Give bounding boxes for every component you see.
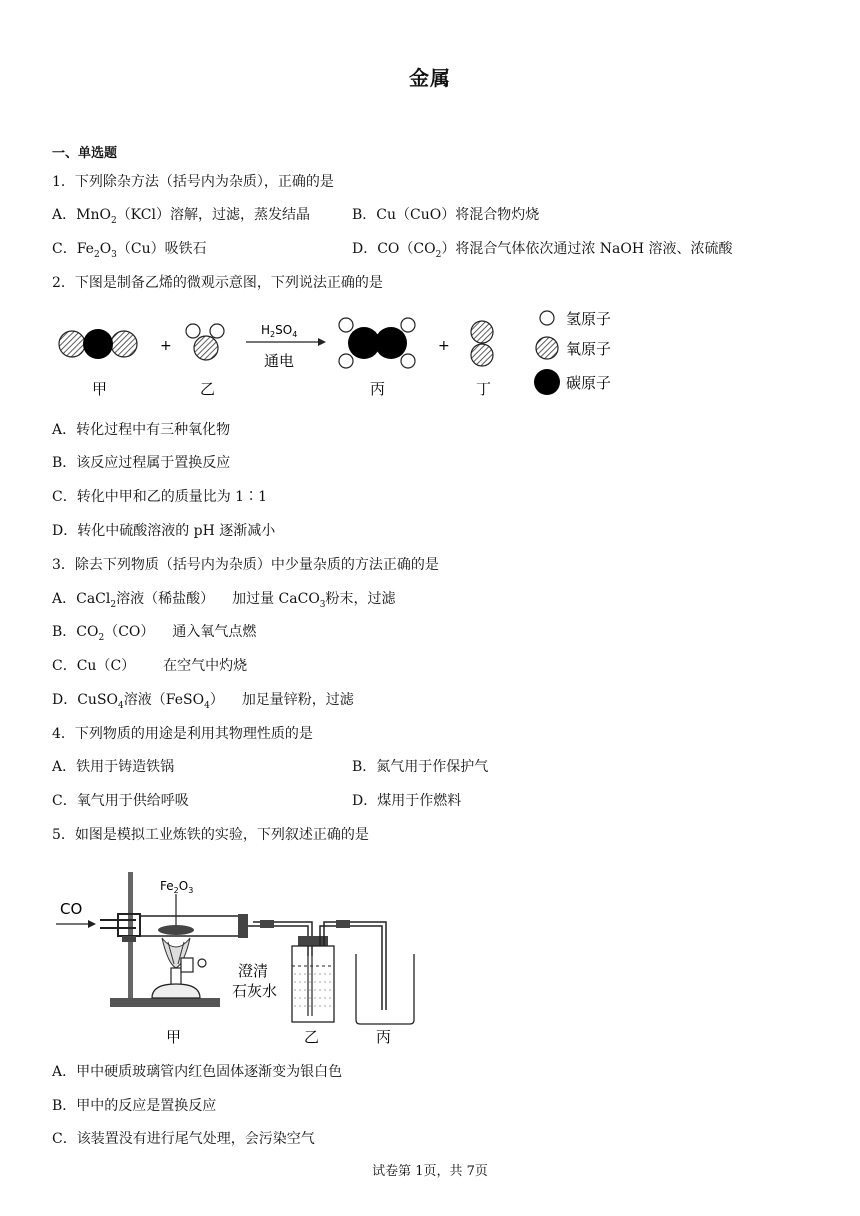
section-heading: 一、单选题: [52, 146, 118, 161]
label-jia: 甲: [166, 1028, 182, 1046]
label-yi: 乙: [304, 1028, 320, 1046]
page-footer: 试卷第 1页，共 7页: [372, 1164, 488, 1179]
molecule-jia: [59, 329, 137, 359]
question-3-stem: 3．除去下列物质（括号内为杂质）中少量杂质的方法正确的是: [52, 557, 439, 573]
label-bing: 丙: [370, 380, 386, 398]
q2-option-d[interactable]: D．转化中硫酸溶液的 pH 逐渐减小: [52, 523, 276, 539]
q4-option-d[interactable]: D．煤用于作燃料: [352, 793, 462, 809]
co-label: CO: [60, 900, 83, 918]
q2-option-c[interactable]: C．转化中甲和乙的质量比为 1∶1: [52, 489, 267, 505]
q3-option-c[interactable]: C．Cu（C） 在空气中灼烧: [52, 658, 248, 674]
question-1-stem: 1．下列除杂方法（括号内为杂质），正确的是: [52, 174, 334, 190]
q4-option-b[interactable]: B．氮气用于作保护气: [352, 759, 489, 775]
molecule-yi: [186, 324, 224, 360]
svg-text:+: +: [160, 338, 172, 354]
q1-option-a[interactable]: A．MnO$_2$（KCl）溶解，过滤，蒸发结晶: [52, 207, 310, 226]
label-jia: 甲: [92, 380, 108, 398]
limewater-label-2: 石灰水: [232, 982, 278, 1000]
q3-option-a[interactable]: A．CaCl$_2$溶液（稀盐酸） 加过量 CaCO$_3$粉末，过滤: [52, 591, 396, 610]
svg-text:氢原子: 氢原子: [566, 310, 612, 328]
diagram-legend: [534, 310, 611, 395]
svg-text:通电: 通电: [264, 352, 295, 370]
ethylene-reaction-diagram: [52, 302, 652, 406]
reaction-arrow: [246, 323, 326, 370]
q5-option-b[interactable]: B．甲中的反应是置换反应: [52, 1098, 217, 1114]
label-bing: 丙: [376, 1028, 392, 1046]
question-2-stem: 2．下图是制备乙烯的微观示意图，下列说法正确的是: [52, 275, 383, 291]
question-5-stem: 5．如图是模拟工业炼铁的实验，下列叙述正确的是: [52, 827, 369, 843]
svg-text:Fe2O3: $Fe_2O_3$: [160, 879, 194, 895]
label-ding: 丁: [476, 380, 492, 398]
iron-smelting-apparatus: [52, 860, 432, 1050]
q2-option-b[interactable]: B．该反应过程属于置换反应: [52, 455, 231, 471]
q5-option-a[interactable]: A．甲中硬质玻璃管内红色固体逐渐变为银白色: [52, 1064, 343, 1080]
svg-text:氧原子: 氧原子: [566, 340, 612, 358]
svg-text:碳原子: 碳原子: [566, 374, 612, 392]
q3-option-b[interactable]: B．$CO_2(CO)$ 通入氧气点燃: [52, 624, 257, 643]
q4-option-c[interactable]: C．氧气用于供给呼吸: [52, 793, 189, 809]
q4-option-a[interactable]: A．铁用于铸造铁锅: [52, 759, 175, 775]
svg-text:+: +: [438, 338, 450, 354]
q2-option-a[interactable]: A．转化过程中有三种氧化物: [52, 422, 231, 438]
svg-text:H2SO4: $H_2SO_4$: [261, 323, 298, 339]
label-yi: 乙: [200, 380, 216, 398]
q1-option-c[interactable]: C．$Fe_2O_3(Cu)$吸铁石: [52, 241, 207, 260]
q1-option-b[interactable]: B．Cu（CuO）将混合物灼烧: [352, 207, 540, 223]
page-title: 金属: [409, 66, 451, 90]
q1-option-d[interactable]: D．$CO(CO_2)$将混合气体依次通过浓 NaOH 溶液、浓硫酸: [352, 241, 733, 260]
q5-option-c[interactable]: C．该装置没有进行尾气处理，会污染空气: [52, 1131, 315, 1147]
molecule-bing: [339, 318, 415, 368]
question-4-stem: 4．下列物质的用途是利用其物理性质的是: [52, 726, 313, 742]
q3-option-d[interactable]: D．CuSO$_4$溶液（FeSO$_4$） 加足量锌粉，过滤: [52, 692, 354, 711]
molecule-ding: [471, 321, 493, 366]
limewater-label-1: 澄清: [238, 962, 269, 980]
